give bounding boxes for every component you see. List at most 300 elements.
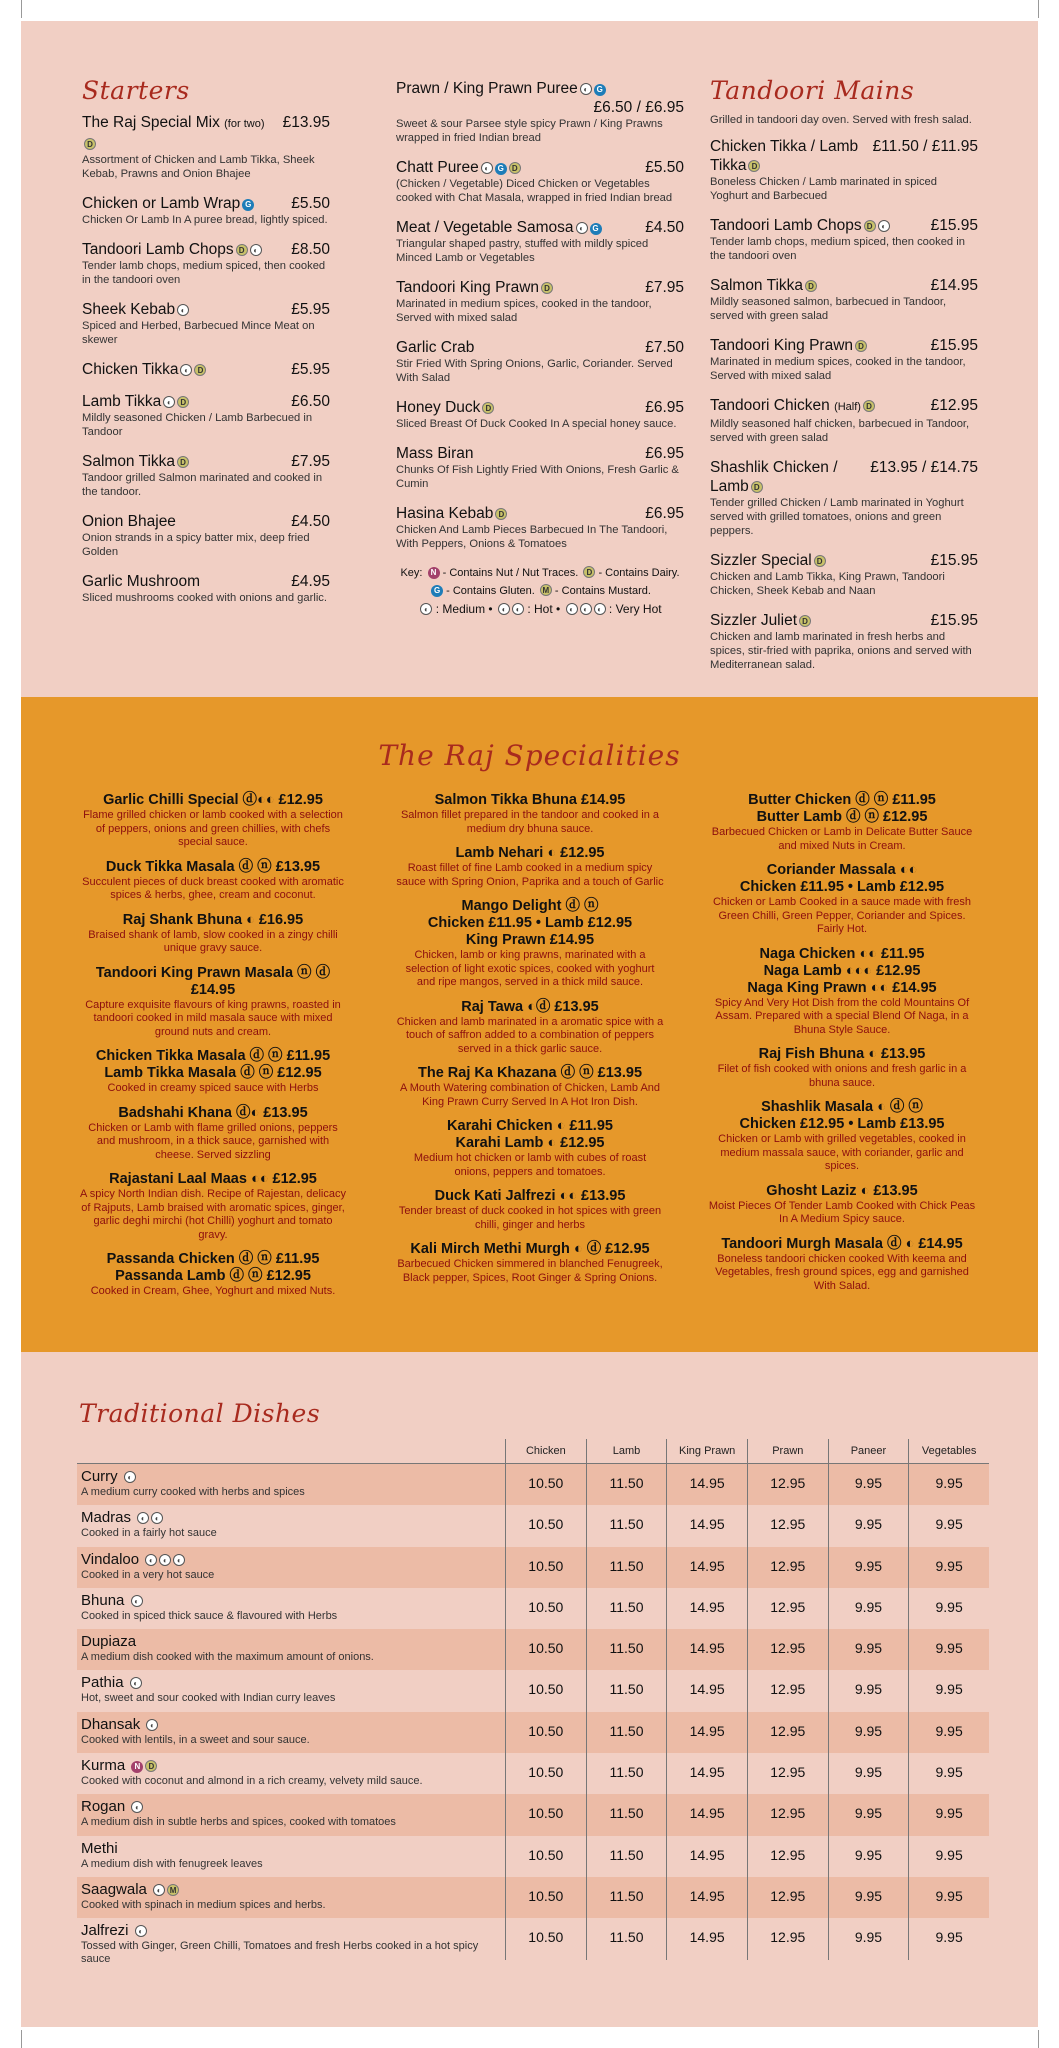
price-cell: 9.95: [828, 1464, 909, 1505]
price-cell: 14.95: [666, 1712, 747, 1753]
price-cell: 11.50: [586, 1877, 667, 1918]
item-description: Chicken And Lamb Pieces Barbecued In The Tandoori, With Peppers, Onions & Tomatoes: [396, 524, 668, 550]
speciality-item: [395, 898, 665, 990]
speciality-item: [79, 859, 347, 903]
item-price: £13.95 / £14.75: [870, 459, 978, 476]
item-price: £14.95: [930, 277, 978, 294]
starters-section: [82, 76, 330, 618]
chilli-icon: ◐: [498, 603, 510, 615]
speciality-item: [704, 862, 980, 937]
dish-cell: [77, 1547, 505, 1588]
table-row: [77, 1588, 989, 1629]
speciality-description: Salmon fillet prepared in the tandoor and cooked in a medium dry bhuna sauce.: [400, 809, 660, 835]
column-header: Vegetables: [908, 1439, 989, 1463]
traditional-table: [77, 1439, 989, 1966]
dish-description: Cooked with coconut and almond in a rich creamy, velvety mild sauce.: [81, 1775, 423, 1788]
column-header: King Prawn: [666, 1439, 747, 1463]
speciality-description: Chicken or Lamb with grilled vegetables, cooked in medium massala sauce, with coriander, garlic and spices.: [718, 1133, 966, 1172]
speciality-description: Tender breast of duck cooked in hot spices with green chilli, ginger and herbs: [398, 1205, 662, 1231]
item-row: [82, 452, 330, 471]
price-cell: 10.50: [505, 1547, 586, 1588]
dish-name: Dhansak ◐: [81, 1715, 505, 1734]
item-row: [82, 300, 330, 319]
speciality-item: [704, 1183, 980, 1227]
tandoori-list: [710, 137, 978, 672]
dairy-icon: D: [541, 282, 553, 294]
dish-name: Vindaloo ◐ ◐ ◐: [81, 1550, 505, 1569]
key-label: Key:: [400, 567, 423, 579]
speciality-item: [79, 965, 347, 1040]
price-cell: 10.50: [505, 1629, 586, 1670]
item-name: Sizzler Juliet D: [710, 611, 925, 630]
item-description: Boneless Chicken / Lamb marinated in spiced Yoghurt and Barbecued: [710, 176, 937, 202]
key-dairy: - Contains Dairy.: [598, 567, 680, 579]
chilli-icon: ◐: [566, 603, 578, 615]
gluten-icon: G: [495, 163, 507, 175]
chilli-icon: ◐: [580, 83, 592, 95]
price-cell: 11.50: [586, 1629, 667, 1670]
key-gluten: - Contains Gluten.: [446, 585, 535, 597]
item-name: Salmon Tikka D: [82, 452, 285, 471]
speciality-item: [79, 912, 347, 956]
item-name: Meat / Vegetable Samosa ◐ G: [396, 218, 639, 237]
speciality-name: Badshahi Khana ⓓ◐ £13.95: [118, 1104, 308, 1121]
speciality-item: [79, 1105, 347, 1163]
price-cell: 10.50: [505, 1877, 586, 1918]
speciality-item: [704, 946, 980, 1038]
speciality-name: Raj Tawa ◐ⓓ £13.95: [461, 998, 599, 1015]
specialities-section: [21, 697, 1038, 1352]
price-cell: 10.50: [505, 1670, 586, 1711]
chilli-icon: ◐: [145, 1554, 157, 1566]
price-cell: 14.95: [666, 1794, 747, 1835]
table-row: [77, 1629, 989, 1670]
table-header: [77, 1439, 989, 1464]
menu-item: [710, 611, 978, 672]
chilli-icon: ◐: [250, 244, 262, 256]
item-name: Chicken Tikka / Lamb Tikka D: [710, 138, 859, 174]
item-price: £15.95: [930, 217, 978, 234]
dairy-icon: D: [194, 364, 206, 376]
dish-cell: [77, 1464, 505, 1505]
dish-cell: [77, 1588, 505, 1629]
speciality-name: Duck Tikka Masala ⓓ ⓝ £13.95: [105, 858, 321, 875]
speciality-name: Chicken £11.95 • Lamb £12.95: [427, 915, 633, 931]
dish-name: Pathia ◐: [81, 1673, 505, 1692]
dish-description: Cooked in a fairly hot sauce: [81, 1527, 217, 1540]
price-cell: 12.95: [747, 1918, 828, 1959]
dairy-icon: D: [799, 615, 811, 627]
item-name: Hasina Kebab D: [396, 504, 639, 523]
table-row: [77, 1836, 989, 1877]
speciality-description: Moist Pieces Of Tender Lamb Cooked with Chick Peas In A Medium Spicy sauce.: [708, 1199, 976, 1225]
table-row: [77, 1670, 989, 1711]
dairy-icon: D: [509, 162, 521, 174]
price-cell: 14.95: [666, 1464, 747, 1505]
specialities-column-2: [395, 792, 665, 1294]
price-cell: 9.95: [908, 1712, 989, 1753]
dish-description: Hot, sweet and sour cooked with Indian curry leaves: [81, 1692, 336, 1705]
item-description: Mildly seasoned Chicken / Lamb Barbecued in Tandoor: [82, 412, 313, 438]
crop-mark: [1038, 0, 1039, 18]
speciality-name: Ghosht Laziz ◐ £13.95: [766, 1182, 918, 1199]
item-description: Tandoor grilled Salmon marinated and cooked in the tandoor.: [82, 472, 323, 498]
price-cell: 10.50: [505, 1505, 586, 1546]
price-cell: 9.95: [828, 1670, 909, 1711]
price-cell: 10.50: [505, 1836, 586, 1877]
item-description: Onion strands in a spicy batter mix, deep fried Golden: [82, 532, 310, 558]
price-cell: 10.50: [505, 1464, 586, 1505]
speciality-description: Braised shank of lamb, slow cooked in a zingy chilli unique gravy sauce.: [88, 928, 338, 954]
menu-item: [82, 194, 330, 227]
dairy-icon: D: [855, 340, 867, 352]
speciality-name: Karahi Chicken ◐ £11.95: [447, 1118, 613, 1134]
price-cell: 14.95: [666, 1588, 747, 1629]
item-row: [710, 336, 978, 355]
menu-item: [82, 572, 330, 605]
table-row: [77, 1505, 989, 1546]
price-cell: 14.95: [666, 1836, 747, 1877]
price-cell: 9.95: [908, 1918, 989, 1959]
price-cell: 14.95: [666, 1918, 747, 1959]
gluten-icon: G: [594, 84, 606, 96]
speciality-name: Butter Chicken ⓓ ⓝ £11.95: [748, 792, 936, 808]
item-name: Tandoori King Prawn D: [396, 278, 639, 297]
item-name: Chatt Puree ◐ G D: [396, 158, 639, 177]
price-cell: 9.95: [828, 1794, 909, 1835]
dish-description: Cooked in spiced thick sauce & flavoured with Herbs: [81, 1609, 338, 1622]
speciality-description: Filet of fish cooked with onions and fresh garlic in a bhuna sauce.: [717, 1063, 967, 1089]
column-header: Lamb: [586, 1439, 667, 1463]
item-row: [82, 360, 330, 379]
item-row: [82, 194, 330, 213]
speciality-name: Passanda Chicken ⓓ ⓝ £11.95: [106, 1251, 320, 1267]
dish-cell: [77, 1670, 505, 1711]
item-row: [82, 572, 330, 591]
speciality-description: Boneless tandoori chicken cooked With keema and Vegetables, fresh ground spices, egg and garnished With Salad.: [715, 1252, 969, 1292]
speciality-name: Raj Shank Bhuna ◐ £16.95: [122, 911, 304, 928]
speciality-name: Duck Kati Jalfrezi ◐◐ £13.95: [434, 1188, 626, 1204]
speciality-name: Coriander Massala ◐◐: [766, 862, 918, 878]
price-cell: 14.95: [666, 1505, 747, 1546]
item-name: Garlic Crab: [396, 339, 475, 356]
item-row: [396, 444, 684, 463]
crop-mark: [1038, 2030, 1039, 2048]
item-row: [82, 512, 330, 531]
speciality-name: Chicken £11.95 • Lamb £12.95: [739, 879, 945, 895]
price-cell: 10.50: [505, 1712, 586, 1753]
item-name: The Raj Special Mix (for two)D: [82, 114, 265, 149]
item-price: £6.50 / £6.95: [593, 99, 684, 116]
item-row: [710, 458, 978, 496]
speciality-name: King Prawn £14.95: [465, 932, 595, 948]
dish-description: A medium curry cooked with herbs and spices: [81, 1486, 305, 1498]
speciality-name: Naga King Prawn ◐◐ £14.95: [747, 979, 937, 996]
speciality-description: Spicy And Very Hot Dish from the cold Mountains Of Assam. Prepared with a special Blend Of Naga, in a Bhuna Style Sauce.: [714, 996, 970, 1036]
speciality-description: Chicken, lamb or king prawns, marinated with a selection of light exotic spices, cooked with yoghurt and ripe mangos, served in a thick mild sauce.: [405, 949, 655, 988]
item-price: £7.95: [291, 453, 330, 470]
dish-name: Kurma N D: [81, 1756, 505, 1775]
speciality-name: Naga Lamb ◐◐◐ £12.95: [763, 962, 921, 979]
speciality-name: Shashlik Masala ◐ ⓓ ⓝ: [761, 1099, 923, 1115]
price-cell: 12.95: [747, 1547, 828, 1588]
price-cell: 9.95: [828, 1505, 909, 1546]
item-description: Mildly seasoned half chicken, barbecued in Tandoor, served with green salad: [710, 418, 970, 444]
speciality-description: Medium hot chicken or lamb with cubes of roast onions, peppers and tomatoes.: [413, 1152, 647, 1178]
dish-cell: [77, 1505, 505, 1546]
item-price: £6.95: [645, 445, 684, 462]
item-price: £5.50: [645, 159, 684, 176]
dish-description: Cooked in a very hot sauce: [81, 1568, 215, 1581]
chilli-icon: ◐: [173, 1554, 185, 1566]
allergen-key: [396, 564, 684, 618]
chilli-icon: ◐: [580, 603, 592, 615]
starters-heading: Starters: [82, 76, 190, 105]
item-description: Sweet & sour Parsee style spicy Prawn / King Prawns wrapped in fried Indian bread: [396, 118, 663, 144]
item-description: Assortment of Chicken and Lamb Tikka, Sheek Kebab, Prawns and Onion Bhajee: [82, 154, 315, 180]
table-row: [77, 1547, 989, 1588]
key-nut: - Contains Nut / Nut Traces.: [442, 567, 579, 579]
speciality-name: Chicken Tikka Masala ⓓ ⓝ £11.95: [95, 1048, 331, 1064]
dairy-icon: D: [482, 402, 494, 414]
speciality-name: Lamb Nehari ◐ £12.95: [455, 845, 605, 861]
item-description: Marinated in medium spices, cooked in the tandoor, Served with mixed salad: [710, 356, 966, 382]
crop-mark: [21, 2030, 22, 2048]
table-row: [77, 1877, 989, 1918]
menu-item: [710, 336, 978, 383]
menu-item: [710, 276, 978, 323]
menu-item: [710, 458, 978, 538]
dish-name: Jalfrezi ◐: [81, 1921, 505, 1940]
item-price: £5.95: [291, 361, 330, 378]
speciality-item: [79, 792, 347, 850]
price-cell: 9.95: [908, 1753, 989, 1794]
price-cell: 9.95: [828, 1629, 909, 1670]
price-cell: 12.95: [747, 1629, 828, 1670]
speciality-name: Lamb Tikka Masala ⓓ ⓝ £12.95: [104, 1065, 322, 1081]
speciality-name: Naga Chicken ◐◐ £11.95: [759, 945, 925, 962]
speciality-description: Barbecued Chicken or Lamb in Delicate Butter Sauce and mixed Nuts in Cream.: [711, 826, 973, 852]
item-name: Sizzler Special D: [710, 551, 925, 570]
menu-item: [82, 452, 330, 499]
price-cell: 9.95: [908, 1505, 989, 1546]
price-cell: 11.50: [586, 1547, 667, 1588]
dish-name: Rogan ◐: [81, 1797, 505, 1816]
menu-item: [396, 158, 684, 205]
item-price: £15.95: [930, 337, 978, 354]
table-row: [77, 1753, 989, 1794]
dish-cell: [77, 1629, 505, 1670]
item-description: Tender grilled Chicken / Lamb marinated in Yoghurt served with grilled tomatoes, onions and green peppers.: [710, 497, 964, 537]
price-cell: 11.50: [586, 1464, 667, 1505]
speciality-item: [395, 1188, 665, 1232]
item-row: [82, 113, 330, 153]
item-price: £5.50: [291, 195, 330, 212]
speciality-name: Salmon Tikka Bhuna £14.95: [434, 792, 626, 808]
price-cell: 11.50: [586, 1588, 667, 1629]
chilli-icon: ◐: [177, 304, 189, 316]
price-cell: 10.50: [505, 1753, 586, 1794]
item-price: £7.50: [645, 339, 684, 356]
key-very-hot: : Very Hot: [608, 602, 662, 616]
header-blank: [77, 1439, 505, 1463]
item-row: [396, 218, 684, 237]
price-cell: 9.95: [908, 1877, 989, 1918]
dish-cell: [77, 1753, 505, 1794]
dish-description: Cooked with spinach in medium spices and herbs.: [81, 1898, 326, 1911]
speciality-item: [79, 1251, 347, 1299]
item-description: Chicken and lamb marinated in fresh herbs and spices, stir-fried with paprika, onions and served with Mediterranean salad.: [710, 631, 972, 671]
dish-name: Dupiaza: [81, 1633, 137, 1651]
dish-cell: [77, 1836, 505, 1877]
price-cell: 11.50: [586, 1670, 667, 1711]
tandoori-mains-section: [710, 76, 978, 685]
speciality-description: Succulent pieces of duck breast cooked with aromatic spices & herbs, ghee, cream and coconut.: [82, 875, 344, 901]
price-cell: 12.95: [747, 1588, 828, 1629]
price-cell: 12.95: [747, 1505, 828, 1546]
table-row: [77, 1794, 989, 1835]
price-cell: 9.95: [828, 1918, 909, 1959]
item-name: Honey Duck D: [396, 398, 639, 417]
dairy-icon: D: [177, 396, 189, 408]
dish-name: Saagwala ◐ M: [81, 1880, 505, 1899]
speciality-item: [395, 845, 665, 889]
price-cell: 9.95: [828, 1588, 909, 1629]
item-description: Triangular shaped pastry, stuffed with mildly spiced Minced Lamb or Vegetables: [396, 238, 649, 264]
item-description: Spiced and Herbed, Barbecued Mince Meat on skewer: [82, 320, 315, 346]
item-name: Sheek Kebab ◐: [82, 300, 285, 319]
speciality-name: Kali Mirch Methi Murgh ◐ ⓓ £12.95: [410, 1241, 650, 1257]
item-note: (Half): [834, 401, 861, 413]
dairy-icon: D: [495, 508, 507, 520]
item-price: £6.95: [645, 399, 684, 416]
gluten-icon: G: [242, 199, 254, 211]
price-cell: 9.95: [908, 1670, 989, 1711]
speciality-name: Tandoori Murgh Masala ⓓ ◐ £14.95: [721, 1235, 963, 1252]
gluten-icon: G: [431, 585, 443, 597]
price-cell: 11.50: [586, 1505, 667, 1546]
price-cell: 10.50: [505, 1794, 586, 1835]
starters-continued-section: [396, 79, 684, 618]
price-cell: 9.95: [828, 1753, 909, 1794]
specialities-heading: The Raj Specialities: [378, 739, 681, 772]
menu-item: [396, 444, 684, 491]
price-cell: 12.95: [747, 1877, 828, 1918]
price-cell: 10.50: [505, 1588, 586, 1629]
item-name: Garlic Mushroom: [82, 573, 200, 590]
item-name: Prawn / King Prawn Puree ◐ G: [396, 79, 684, 98]
speciality-name: Butter Lamb ⓓ ⓝ £12.95: [756, 809, 928, 825]
menu-item: [82, 392, 330, 439]
item-name: Salmon Tikka D: [710, 276, 925, 295]
item-name: Tandoori King Prawn D: [710, 336, 925, 355]
item-description: Stir Fried With Spring Onions, Garlic, Coriander. Served With Salad: [396, 358, 673, 384]
item-price: £13.95: [282, 114, 330, 131]
column-header: Chicken: [505, 1439, 586, 1463]
key-hot: : Hot •: [527, 602, 561, 616]
menu-item: [396, 338, 684, 385]
chilli-icon: ◐: [151, 1512, 163, 1524]
dish-description: A medium dish in subtle herbs and spices, cooked with tomatoes: [81, 1816, 396, 1829]
price-cell: 11.50: [586, 1712, 667, 1753]
item-name: Tandoori Lamb Chops D ◐: [710, 216, 925, 235]
menu-item: [82, 512, 330, 559]
speciality-description: Chicken or Lamb with flame grilled onions, peppers and mushroom, in a thick sauce, garnished with cheese. Served sizzling: [88, 1121, 338, 1161]
item-row: [396, 278, 684, 297]
price-cell: 9.95: [908, 1836, 989, 1877]
item-description: Chicken and Lamb Tikka, King Prawn, Tandoori Chicken, Sheek Kebab and Naan: [710, 571, 945, 597]
speciality-description: Cooked in Cream, Ghee, Yoghurt and mixed Nuts.: [90, 1285, 336, 1297]
menu-item: [82, 113, 330, 181]
nut-icon: N: [131, 1761, 143, 1773]
dairy-icon: D: [864, 220, 876, 232]
item-row: [710, 216, 978, 235]
price-cell: 10.50: [505, 1918, 586, 1959]
speciality-item: [395, 1241, 665, 1285]
menu-item: [710, 216, 978, 263]
price-cell: 12.95: [747, 1712, 828, 1753]
price-cell: 9.95: [908, 1547, 989, 1588]
dairy-icon: D: [84, 138, 96, 150]
speciality-item: [79, 1048, 347, 1096]
speciality-name: Mango Delight ⓓ ⓝ: [461, 898, 599, 914]
table-row: [77, 1712, 989, 1753]
speciality-description: Flame grilled chicken or lamb cooked with a selection of peppers, onions and green chillies, with chefs special sauce.: [83, 809, 343, 848]
item-description: Chicken Or Lamb In A puree bread, lightly spiced.: [82, 214, 328, 226]
item-name: Shashlik Chicken / Lamb D: [710, 459, 838, 495]
dish-description: A medium dish cooked with the maximum amount of onions.: [81, 1651, 374, 1664]
speciality-item: [704, 1099, 980, 1174]
item-description: Marinated in medium spices, cooked in the tandoor, Served with mixed salad: [396, 298, 652, 324]
dairy-icon: D: [805, 280, 817, 292]
price-cell: 9.95: [828, 1877, 909, 1918]
speciality-name: Passanda Lamb ⓓ ⓝ £12.95: [115, 1268, 311, 1284]
price-cell: 9.95: [908, 1629, 989, 1670]
price-cell: 12.95: [747, 1836, 828, 1877]
menu-item: [710, 396, 978, 445]
menu-item: [710, 137, 978, 203]
chilli-icon: ◐: [159, 1554, 171, 1566]
price-cell: 11.50: [586, 1918, 667, 1959]
item-price: £4.50: [291, 513, 330, 530]
item-description: Sliced Breast Of Duck Cooked In A special honey sauce.: [396, 418, 677, 430]
starters-list: [82, 113, 330, 605]
chilli-icon: ◐: [124, 1471, 136, 1483]
speciality-name: Rajastani Laal Maas ◐◐ £12.95: [109, 1171, 317, 1187]
key-mustard: - Contains Mustard.: [554, 585, 651, 597]
menu-page: [21, 21, 1038, 2027]
price-cell: 11.50: [586, 1794, 667, 1835]
menu-item: [82, 240, 330, 287]
item-name: Tandoori Chicken (Half) D: [710, 396, 925, 417]
dish-name: Curry ◐: [81, 1467, 505, 1486]
mustard-icon: M: [540, 584, 552, 596]
price-cell: 12.95: [747, 1464, 828, 1505]
chilli-icon: ◐: [137, 1512, 149, 1524]
chilli-icon: ◐: [481, 162, 493, 174]
price-cell: 12.95: [747, 1753, 828, 1794]
chilli-icon: ◐: [878, 220, 890, 232]
item-row: [710, 276, 978, 295]
item-row: [710, 396, 978, 417]
speciality-item: [395, 1118, 665, 1179]
item-description: Chunks Of Fish Lightly Fried With Onions, Fresh Garlic & Cumin: [396, 464, 679, 490]
menu-item: [82, 360, 330, 379]
price-cell: 14.95: [666, 1753, 747, 1794]
dish-cell: [77, 1794, 505, 1835]
item-price: £12.95: [930, 397, 978, 414]
speciality-name: The Raj Ka Khazana ⓓ ⓝ £13.95: [417, 1065, 643, 1081]
